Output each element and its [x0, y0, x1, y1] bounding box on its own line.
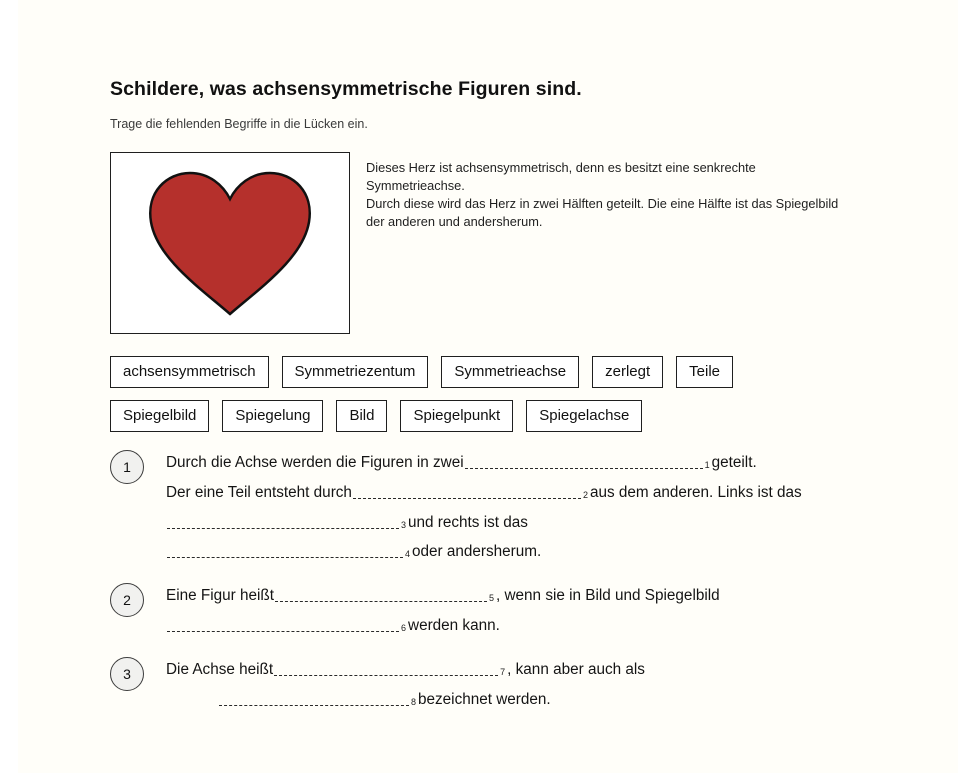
- blank-label-4: 4: [405, 549, 411, 560]
- worksheet-content: [110, 0, 900, 729]
- word-chip-symmetrieachse[interactable]: Symmetrieachse: [441, 356, 579, 388]
- word-bank: [110, 356, 900, 432]
- figure-section: [110, 152, 900, 334]
- page-left-margin: [0, 0, 18, 773]
- word-chip-achsensymmetrisch[interactable]: achsensymmetrisch: [110, 356, 269, 388]
- word-chip-spiegelachse[interactable]: Spiegelachse: [526, 400, 642, 432]
- word-chip-spiegelung[interactable]: Spiegelung: [222, 400, 323, 432]
- blank-label-1: 1: [704, 460, 710, 470]
- word-chip-zerlegt[interactable]: zerlegt: [592, 356, 663, 388]
- blank-label-3: 3: [401, 519, 407, 530]
- question-2-segment-1: Eine Figur heißt: [166, 587, 274, 605]
- figure-caption-line-1: Dieses Herz ist achsensymmetrisch, denn es besitzt eine senkrechte Symmetrieachse.: [366, 160, 756, 194]
- blank-label-2: 2: [582, 489, 588, 500]
- question-1-segment-6: aus dem anderen. Links ist das: [589, 483, 802, 501]
- question-2-segment-3: , wenn sie in Bild und Spiegelbild: [496, 587, 720, 605]
- heart-icon: [145, 168, 315, 318]
- blank-label-7: 7: [500, 666, 506, 677]
- figure-caption-line-2: Durch diese wird das Herz in zwei Hälften geteilt. Die eine Hälfte ist das Spiegelbild der anderen und andersherum.: [366, 196, 839, 230]
- answer-blank-7[interactable]: [274, 660, 498, 676]
- question-1-segment-4: Der eine Teil entsteht durch: [166, 483, 352, 501]
- question-1-segment-10: oder andersherum.: [412, 543, 542, 561]
- question-1-segment-8: und rechts ist das: [408, 513, 528, 531]
- question-3-segment-5: bezeichnet werden.: [418, 690, 551, 708]
- question-1-segment-3: geteilt.: [711, 454, 757, 471]
- answer-blank-6[interactable]: [167, 616, 399, 632]
- answer-blank-5[interactable]: [275, 586, 487, 602]
- question-number-badge: 2: [110, 583, 144, 617]
- answer-blank-2[interactable]: [353, 483, 581, 499]
- question-text: [166, 655, 645, 715]
- word-chip-spiegelbild[interactable]: Spiegelbild: [110, 400, 209, 432]
- answer-blank-3[interactable]: [167, 513, 399, 529]
- question-number-badge: 3: [110, 657, 144, 691]
- figure-caption: [366, 152, 846, 232]
- question-1-segment-1: Durch die Achse werden die Figuren in zwei: [166, 454, 464, 471]
- word-chip-bild[interactable]: Bild: [336, 400, 387, 432]
- question-item: [110, 448, 900, 567]
- word-chip-symmetriezentum[interactable]: Symmetriezentum: [282, 356, 429, 388]
- answer-blank-8[interactable]: [219, 690, 409, 706]
- word-bank-row-1: [110, 356, 900, 388]
- figure-box: [110, 152, 350, 334]
- question-item: [110, 655, 900, 715]
- blank-label-5: 5: [488, 593, 494, 604]
- blank-label-8: 8: [411, 696, 417, 707]
- word-bank-row-2: [110, 400, 900, 432]
- word-chip-teile[interactable]: Teile: [676, 356, 733, 388]
- answer-blank-1[interactable]: [465, 453, 703, 469]
- instruction-text: Trage die fehlenden Begriffe in die Lücken ein.: [110, 117, 368, 131]
- question-2-segment-5: werden kann.: [408, 617, 500, 635]
- question-number-badge: 1: [110, 450, 144, 484]
- question-text: [166, 448, 802, 567]
- blank-label-6: 6: [401, 623, 407, 634]
- page-title: Schildere, was achsensymmetrische Figuren sind.: [110, 78, 582, 100]
- word-chip-spiegelpunkt[interactable]: Spiegelpunkt: [400, 400, 513, 432]
- question-text: [166, 581, 720, 641]
- answer-blank-4[interactable]: [167, 542, 403, 558]
- question-3-segment-3: , kann aber auch als: [507, 660, 645, 678]
- questions-list: [110, 448, 900, 715]
- page-right-margin: [958, 0, 970, 773]
- question-item: [110, 581, 900, 641]
- question-3-segment-1: Die Achse heißt: [166, 660, 274, 678]
